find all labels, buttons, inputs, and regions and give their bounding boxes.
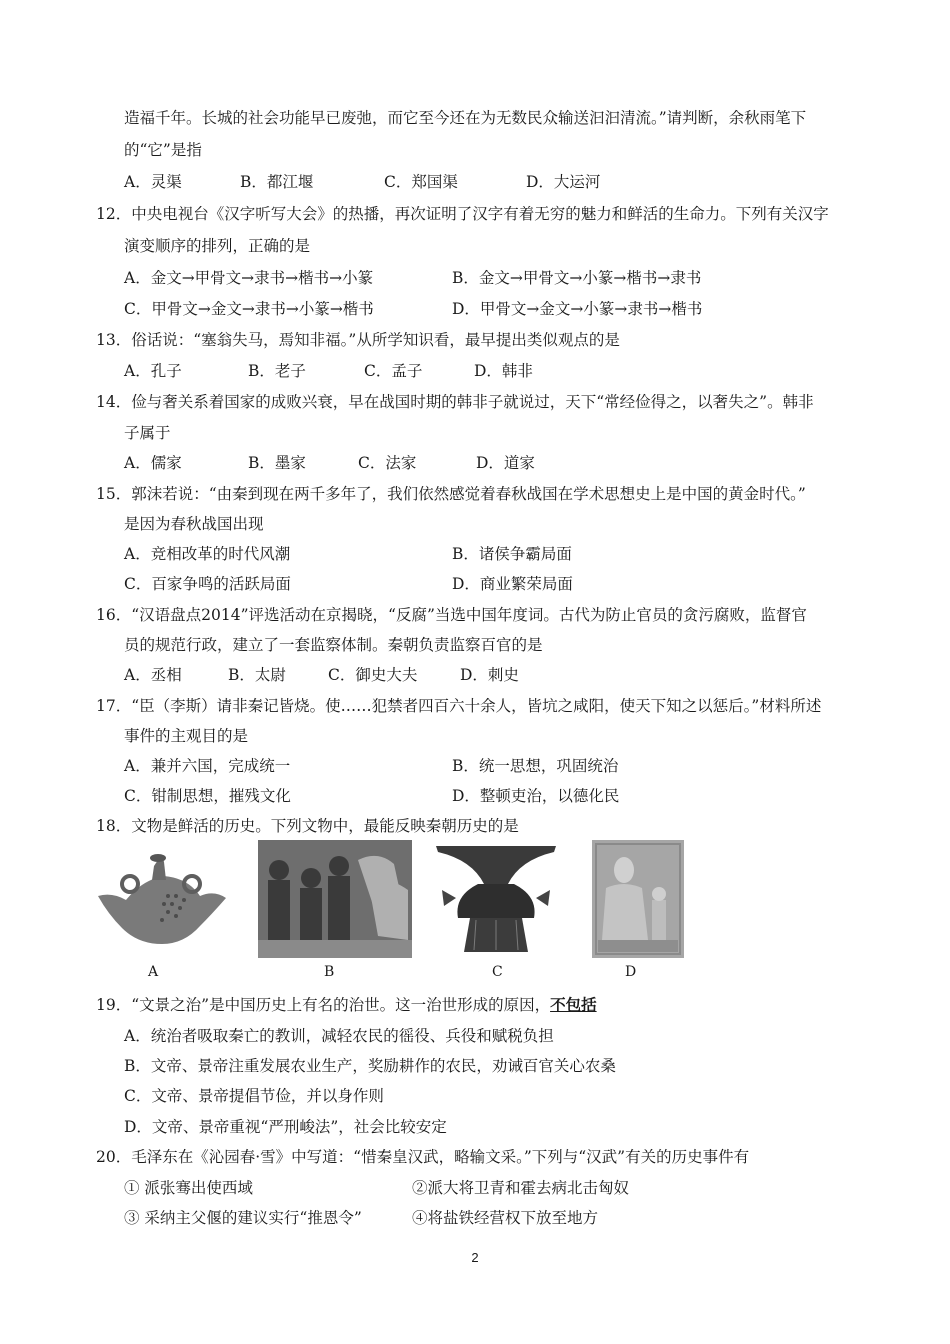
q15-option-a: A．竞相改革的时代风潮 <box>124 545 291 563</box>
q19-option-b: B．文帝、景帝注重发展农业生产，奖励耕作的农民，劝诫百官关心农桑 <box>124 1057 616 1075</box>
q13-options <box>124 361 533 381</box>
q12-line1: 12．中央电视台《汉字听写大会》的热播，再次证明了汉字有着无穷的魅力和鲜活的生命力。下列有关汉字 <box>96 205 829 223</box>
q11-option-d: D．大运河 <box>526 173 601 191</box>
q12-option-c: C．甲骨文→金文→隶书→小篆→楷书 <box>124 300 374 318</box>
q14-line1: 14．俭与奢关系着国家的成败兴衰，早在战国时期的韩非子就说过，天下“常经俭得之，以奢失之”。韩非 <box>96 393 814 411</box>
q11-option-b: B．都江堰 <box>240 173 314 191</box>
q20-item-4: ④将盐铁经营权下放至地方 <box>412 1209 599 1227</box>
q17-option-a: A．兼并六国，完成统一 <box>124 757 291 775</box>
q19-option-d: D．文帝、景帝重视“严刑峻法”，社会比较安定 <box>124 1118 447 1136</box>
q15-option-b: B．诸侯争霸局面 <box>452 545 572 563</box>
q17-option-d: D．整顿吏治，以德化民 <box>452 787 620 805</box>
q11-options <box>124 172 600 192</box>
q14-option-a: A．儒家 <box>124 454 182 472</box>
artifact-b-terracotta-army-image <box>258 840 412 958</box>
bronze-vessel-icon <box>430 840 562 958</box>
artifact-d-buddha-statue-image <box>592 840 684 958</box>
q12-option-d: D．甲骨文→金文→小篆→隶书→楷书 <box>452 300 703 318</box>
q12-line2: 演变顺序的排列，正确的是 <box>124 237 311 255</box>
q13-line1: 13．俗话说：“塞翁失马，焉知非福。”从所学知识看，最早提出类似观点的是 <box>96 331 620 349</box>
q15-option-d: D．商业繁荣局面 <box>452 575 573 593</box>
pottery-vessel-icon <box>92 840 230 958</box>
q12-option-b: B．金文→甲骨文→小篆→楷书→隶书 <box>452 269 702 287</box>
q16-options <box>124 665 519 685</box>
q17-line1: 17．“臣（李斯）请非秦记皆烧。使……犯禁者四百六十余人，皆坑之咸阳，使天下知之以惩后。”材料所述 <box>96 697 822 715</box>
q16-option-c: C．御史大夫 <box>328 666 418 684</box>
artifact-d-label: D <box>625 964 637 980</box>
artifact-c-label: C <box>492 964 503 980</box>
q14-options <box>124 453 535 473</box>
q14-line2: 子属于 <box>124 424 171 442</box>
q16-option-d: D．刺史 <box>460 666 519 684</box>
q11-text-line1: 造福千年。长城的社会功能早已废弛，而它至今还在为无数民众输送汩汩清流。”请判断，余秋雨笔下 <box>124 109 807 127</box>
q15-option-c: C．百家争鸣的活跃局面 <box>124 575 291 593</box>
q14-option-b: B．墨家 <box>248 454 306 472</box>
q13-option-b: B．老子 <box>248 362 306 380</box>
q19-emphasis: 不包括 <box>550 995 597 1014</box>
artifact-c-bronze-vessel-image <box>430 840 562 958</box>
q16-line2: 员的规范行政，建立了一套监察体制。秦朝负责监察百官的是 <box>124 636 543 654</box>
artifact-a-pottery-image <box>92 840 230 958</box>
q16-line1: 16．“汉语盘点2014”评选活动在京揭晓，“反腐”当选中国年度词。古代为防止官员的贪污腐败，监督官 <box>96 606 807 624</box>
q16-option-a: A．丞相 <box>124 666 182 684</box>
q13-option-a: A．孔子 <box>124 362 182 380</box>
q20-line1: 20．毛泽东在《沁园春·雪》中写道：“惜秦皇汉武，略输文采。”下列与“汉武”有关的历史事件有 <box>96 1148 750 1166</box>
q20-item-1: ① 派张骞出使西域 <box>124 1179 253 1197</box>
q15-line1: 15．郭沫若说：“由秦到现在两千多年了，我们依然感觉着春秋战国在学术思想史上是中国的黄金时代。” <box>96 485 806 503</box>
terracotta-warriors-icon <box>258 840 412 958</box>
q20-item-3: ③ 采纳主父偃的建议实行“推恩令” <box>124 1209 362 1227</box>
q17-option-c: C．钳制思想，摧残文化 <box>124 787 291 805</box>
q19-option-c: C．文帝、景帝提倡节俭，并以身作则 <box>124 1087 384 1105</box>
q17-line2: 事件的主观目的是 <box>124 727 249 745</box>
q15-line2: 是因为春秋战国出现 <box>124 515 264 533</box>
q17-option-b: B．统一思想，巩固统治 <box>452 757 619 775</box>
q13-option-c: C．孟子 <box>364 362 423 380</box>
q11-text-line2: 的“它”是指 <box>124 141 202 159</box>
q18-line1: 18．文物是鲜活的历史。下列文物中，最能反映秦朝历史的是 <box>96 817 519 835</box>
artifact-a-label: A <box>148 964 159 980</box>
q13-option-d: D．韩非 <box>474 362 533 380</box>
q12-option-a: A．金文→甲骨文→隶书→楷书→小篆 <box>124 269 374 287</box>
artifact-b-label: B <box>324 964 335 980</box>
page-number: 2 <box>471 1250 479 1265</box>
q20-item-2: ②派大将卫青和霍去病北击匈奴 <box>412 1179 630 1197</box>
q11-option-c: C．郑国渠 <box>384 173 458 191</box>
buddha-statue-icon <box>592 840 684 958</box>
q14-option-c: C．法家 <box>358 454 417 472</box>
q19-line1 <box>96 995 597 1015</box>
q19-option-a: A．统治者吸取秦亡的教训，减轻农民的徭役、兵役和赋税负担 <box>124 1027 554 1045</box>
q11-option-a: A．灵渠 <box>124 173 182 191</box>
q19-stem: 19．“文景之治”是中国历史上有名的治世。这一治世形成的原因， <box>96 996 551 1014</box>
q16-option-b: B．太尉 <box>228 666 286 684</box>
q14-option-d: D．道家 <box>476 454 535 472</box>
